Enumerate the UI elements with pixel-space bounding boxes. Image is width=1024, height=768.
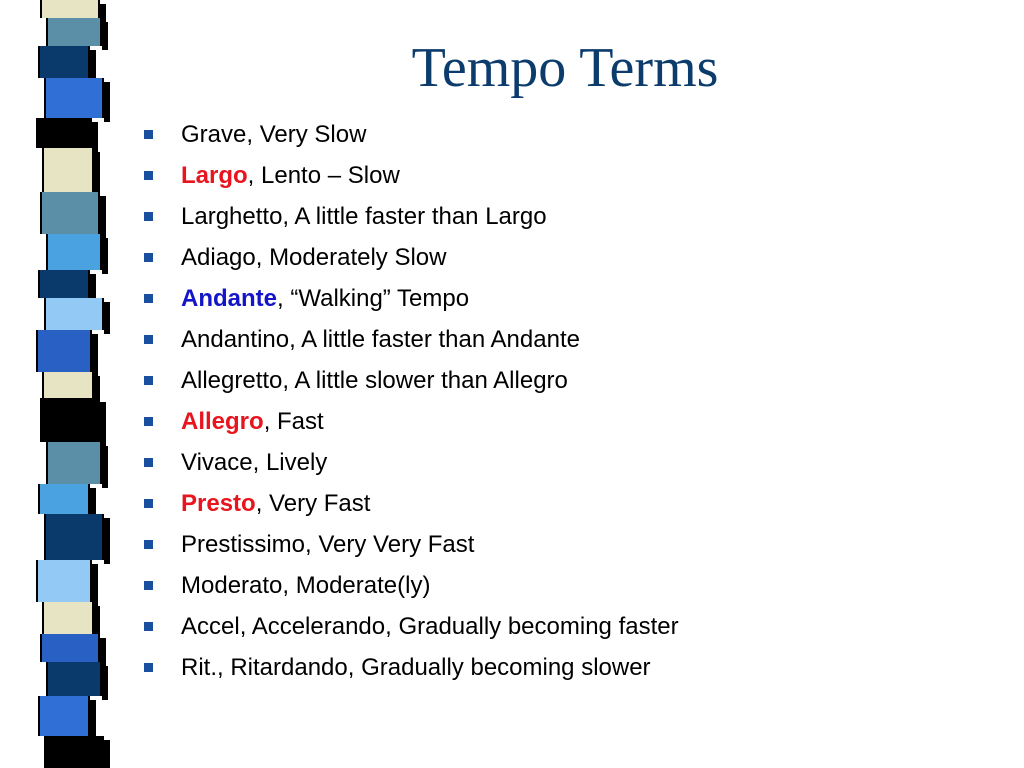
square-bullet-icon [144,540,153,549]
square-bullet-icon [144,499,153,508]
item-keyword: Largo [181,162,248,189]
stripe-block [46,234,102,270]
stripe-block [46,442,102,484]
item-keyword: Allegro [181,408,264,435]
stripe-block [38,270,90,298]
item-text [181,401,324,442]
square-bullet-icon [144,663,153,672]
item-text [181,237,446,278]
stripe-shadow [104,82,110,122]
item-rest: Accel, Accelerando, Gradually becoming faster [181,613,679,640]
stripe-block [40,634,100,662]
stripe-block [44,514,104,560]
item-text [181,606,679,647]
item-rest: Larghetto, A little faster than Largo [181,203,547,230]
stripe-block [36,330,92,372]
item-text [181,565,430,606]
square-bullet-icon [144,130,153,139]
stripe-block [42,148,94,192]
item-text [181,360,568,401]
item-text [181,524,474,565]
item-rest: Rit., Ritardando, Gradually becoming slower [181,654,651,681]
item-text [181,278,469,319]
item-text [181,196,547,237]
stripe-block [38,46,90,78]
stripe-shadow [92,334,98,376]
square-bullet-icon [144,253,153,262]
stripe-block [38,696,90,736]
stripe-block [40,0,100,18]
square-bullet-icon [144,622,153,631]
square-bullet-icon [144,212,153,221]
stripe-block [46,662,102,696]
item-rest: , Very Fast [255,490,371,517]
square-bullet-icon [144,458,153,467]
item-rest: , Lento – Slow [247,162,400,189]
item-text [181,647,651,688]
stripe-block [36,560,92,602]
item-text [181,483,370,524]
stripe-shadow [102,446,108,488]
item-text [181,319,580,360]
stripe-block [44,298,104,330]
decorative-stripe [0,0,112,768]
stripe-shadow [102,22,108,50]
stripe-block [44,78,104,118]
item-rest: Adiago, Moderately Slow [181,244,447,271]
stripe-block [42,602,94,634]
item-text [181,155,400,196]
stripe-shadow [104,740,110,768]
slide-title: Tempo Terms [411,37,719,99]
square-bullet-icon [144,417,153,426]
stripe-shadow [92,564,98,606]
square-bullet-icon [144,335,153,344]
stripe-shadow [90,700,96,740]
stripe-block [36,118,92,148]
item-rest: Grave, Very Slow [181,121,367,148]
stripe-shadow [100,402,106,446]
item-text [181,114,366,155]
stripe-block [44,736,104,768]
square-bullet-icon [144,581,153,590]
stripe-shadow [102,666,108,700]
square-bullet-icon [144,171,153,180]
stripe-block [40,398,100,442]
item-text [181,442,327,483]
stripe-shadow [100,196,106,238]
item-rest: Andantino, A little faster than Andante [181,326,580,353]
stripe-shadow [104,518,110,564]
item-keyword: Andante [181,285,277,312]
square-bullet-icon [144,294,153,303]
item-rest: Vivace, Lively [181,449,328,476]
stripe-block [38,484,90,514]
item-rest: , “Walking” Tempo [277,285,470,312]
square-bullet-icon [144,376,153,385]
item-rest: Prestissimo, Very Very Fast [181,531,475,558]
stripe-shadow [102,238,108,274]
stripe-block [42,372,94,398]
item-keyword: Presto [181,490,256,517]
stripe-block [40,192,100,234]
stripe-shadow [104,302,110,334]
item-rest: Allegretto, A little slower than Allegro [181,367,568,394]
item-rest: Moderato, Moderate(ly) [181,572,431,599]
stripe-block [46,18,102,46]
item-rest: , Fast [263,408,324,435]
stripe-shadow [94,152,100,196]
